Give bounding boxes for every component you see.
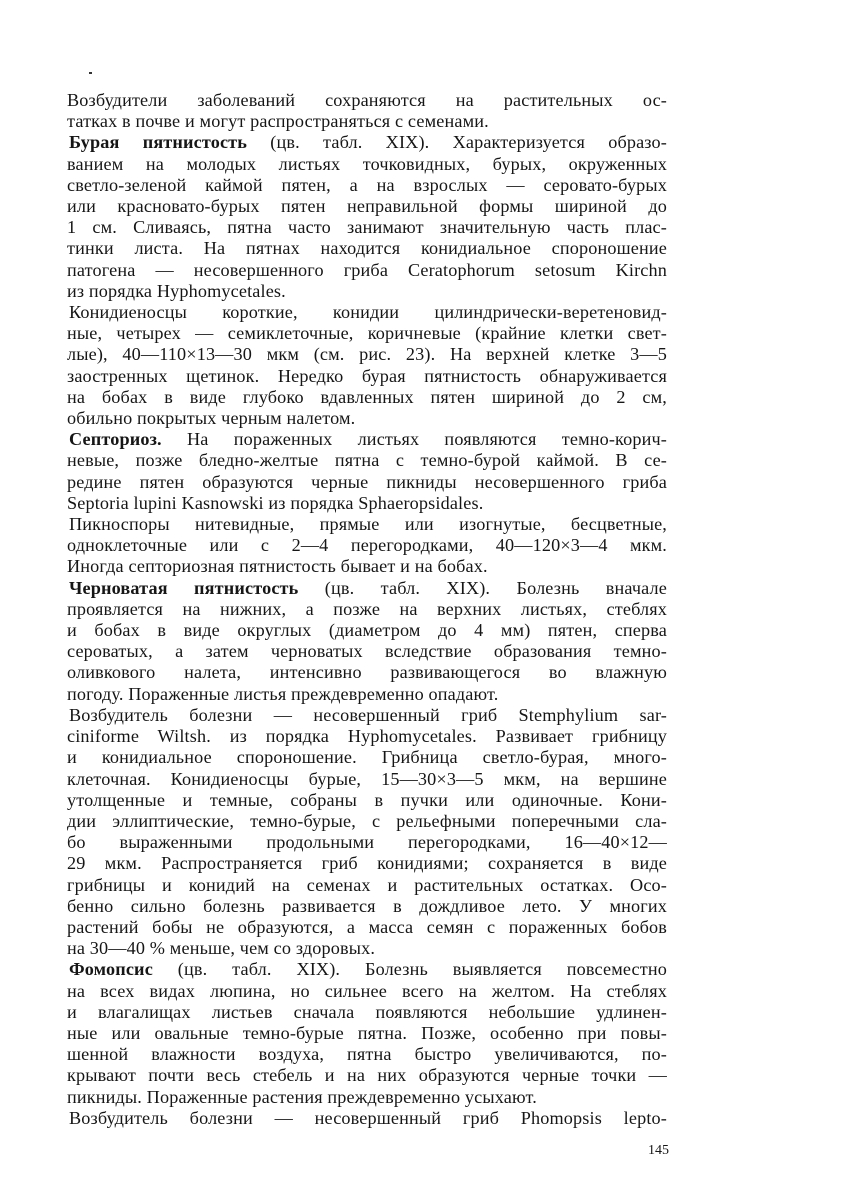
line-text: Septoria lupini Kasnowski из порядка Sphaeropsidales. (67, 492, 484, 513)
paragraph-line (67, 684, 667, 705)
paragraph-line (67, 493, 667, 514)
paragraph-line (67, 1044, 667, 1065)
paragraph-first-line (67, 90, 667, 111)
paragraph-line (67, 154, 667, 175)
line-text: клеточная. Конидиеносцы бурые, 15—30×3—5 мкм, на вершине (67, 768, 667, 789)
paragraph-line (67, 811, 667, 832)
line-text: бо выраженными продольными перегородками, 16—40×12— (67, 832, 667, 853)
line-text: невые, позже бледно-желтые пятна с темно-бурой каймой. В се- (67, 450, 667, 471)
paragraph-line (67, 472, 667, 493)
line-text: ciniforme Wiltsh. из порядка Hyphomycetales. Развивает грибницу (67, 726, 667, 747)
paragraph-line (67, 344, 667, 365)
line-text: дии эллиптические, темно-бурые, с рельефными поперечными сла- (67, 810, 667, 831)
line-text: на всех видах люпина, но сильнее всего на желтом. На стеблях (67, 980, 667, 1001)
section-heading: Септориоз. (69, 429, 162, 450)
paragraph-line (67, 1023, 667, 1044)
line-text: татках в почве и могут распространяться с семенами. (67, 111, 489, 132)
line-text: Возбудитель болезни — несовершенный гриб Stemphylium sar- (69, 704, 667, 725)
line-text: сероватых, а затем черноватых вследствие образования темно- (67, 641, 667, 662)
line-text: на бобах в виде глубоко вдавленных пятен шириной до 2 см, (67, 386, 667, 407)
paragraph-line (67, 832, 667, 853)
line-text: Возбудители заболеваний сохраняются на растительных ос- (67, 90, 667, 110)
paragraph-line (67, 662, 667, 683)
line-text: лые), 40—110×13—30 мкм (см. рис. 23). На верхней клетке 3—5 (67, 344, 667, 365)
paragraph-line (67, 853, 667, 874)
line-text: Конидиеносцы короткие, конидии цилиндрически-веретеновид- (69, 302, 667, 323)
line-text: светло-зеленой каймой пятен, а на взрослых — серовато-бурых (67, 174, 667, 195)
paragraph-line (67, 938, 667, 959)
stray-mark (89, 72, 92, 74)
line-text: шенной влажности воздуха, пятна быстро увеличиваются, по- (67, 1044, 667, 1065)
line-text: (цв. табл. XIX). Болезнь вначале (298, 577, 668, 598)
section-heading: Бурая пятнистость (69, 132, 248, 153)
paragraph-line (67, 875, 667, 896)
paragraph-line (67, 747, 667, 768)
paragraph-line (67, 641, 667, 662)
paragraph-line (67, 281, 667, 302)
paragraph-line (67, 599, 667, 620)
paragraph-first-line (67, 429, 667, 450)
paragraph-line (67, 217, 667, 238)
line-text: одноклеточные или с 2—4 перегородками, 40—120×3—4 мкм. (67, 535, 667, 556)
line-text: оливкового налета, интенсивно развивающегося во влажную (67, 662, 667, 683)
line-text: и бобах в виде округлых (диаметром до 4 мм) пятен, сперва (67, 620, 667, 641)
page-number: 145 (648, 1143, 669, 1158)
paragraph-first-line (67, 514, 667, 535)
line-text: 1 см. Сливаясь, пятна часто занимают значительную часть плас- (67, 217, 667, 238)
paragraph-line (67, 323, 667, 344)
line-text: тинки листа. На пятнах находится конидиальное спороношение (67, 238, 667, 259)
line-text: грибницы и конидий на семенах и растительных остатках. Осо- (67, 874, 667, 895)
section-heading: Черноватая пятнистость (69, 577, 299, 598)
line-text: и влагалищах листьев сначала появляются небольшие удлинен- (67, 1001, 667, 1022)
line-text: ные или овальные темно-бурые пятна. Позже, особенно при повы- (67, 1022, 667, 1043)
paragraph-line (67, 917, 667, 938)
paragraph-line (67, 620, 667, 641)
line-text: и конидиальное спороношение. Грибница светло-бурая, много- (67, 747, 667, 768)
paragraph-first-line (67, 132, 667, 153)
paragraph-first-line (67, 959, 667, 980)
line-text: обильно покрытых черным налетом. (67, 408, 356, 429)
line-text: крывают почти весь стебель и на них образуются черные точки — (67, 1065, 667, 1086)
line-text: из порядка Hyphomycetales. (67, 280, 286, 301)
line-text: заостренных щетинок. Нередко бурая пятнистость обнаруживается (67, 365, 667, 386)
paragraph-line (67, 1087, 667, 1108)
line-text: редине пятен образуются черные пикниды несовершенного гриба (67, 471, 667, 492)
line-text: бенно сильно болезнь развивается в дождливое лето. У многих (67, 895, 667, 916)
line-text: Возбудитель болезни — несовершенный гриб Phomopsis lepto- (69, 1107, 667, 1128)
line-text: патогена — несовершенного гриба Ceratophorum setosum Kirchn (67, 259, 667, 280)
paragraph-line (67, 238, 667, 259)
paragraph-line (67, 366, 667, 387)
paragraph-line (67, 556, 667, 577)
paragraph-line (67, 535, 667, 556)
paragraph-line (67, 1065, 667, 1086)
paragraph-line (67, 175, 667, 196)
page-text (67, 90, 667, 1129)
line-text: 29 мкм. Распространяется гриб конидиями; сохраняется в виде (67, 853, 667, 874)
line-text: растений бобы не образуются, а масса семян с пораженных бобов (67, 916, 667, 937)
line-text: На пораженных листьях появляются темно-корич- (161, 429, 667, 450)
line-text: ные, четырех — семиклеточные, коричневые (крайние клетки свет- (67, 323, 667, 344)
paragraph-line (67, 111, 667, 132)
paragraph-first-line (67, 705, 667, 726)
paragraph-line (67, 387, 667, 408)
paragraph-line (67, 196, 667, 217)
line-text: на 30—40 % меньше, чем со здоровых. (67, 938, 376, 959)
line-text: (цв. табл. XIX). Болезнь выявляется повсеместно (152, 959, 667, 980)
line-text: Иногда септориозная пятнистость бывает и на бобах. (67, 556, 488, 577)
paragraph-line (67, 790, 667, 811)
paragraph-line (67, 408, 667, 429)
paragraph-first-line (67, 578, 667, 599)
line-text: (цв. табл. XIX). Характеризуется образо- (247, 132, 667, 153)
paragraph-line (67, 896, 667, 917)
line-text: или красновато-бурых пятен неправильной формы шириной до (67, 196, 667, 217)
line-text: проявляется на нижних, а позже на верхних листьях, стеблях (67, 598, 667, 619)
paragraph-line (67, 769, 667, 790)
paragraph-first-line (67, 1108, 667, 1129)
paragraph-line (67, 981, 667, 1002)
line-text: погоду. Пораженные листья преждевременно опадают. (67, 683, 499, 704)
line-text: ванием на молодых листьях точковидных, бурых, окруженных (67, 153, 667, 174)
paragraph-line (67, 450, 667, 471)
section-heading: Фомопсис (69, 959, 153, 980)
paragraph-line (67, 260, 667, 281)
paragraph-line (67, 1002, 667, 1023)
line-text: Пикноспоры нитевидные, прямые или изогнутые, бесцветные, (69, 514, 667, 535)
line-text: утолщенные и темные, собраны в пучки или одиночные. Кони- (67, 789, 667, 810)
line-text: пикниды. Пораженные растения преждевременно усыхают. (67, 1086, 537, 1107)
paragraph-line (67, 726, 667, 747)
paragraph-first-line (67, 302, 667, 323)
